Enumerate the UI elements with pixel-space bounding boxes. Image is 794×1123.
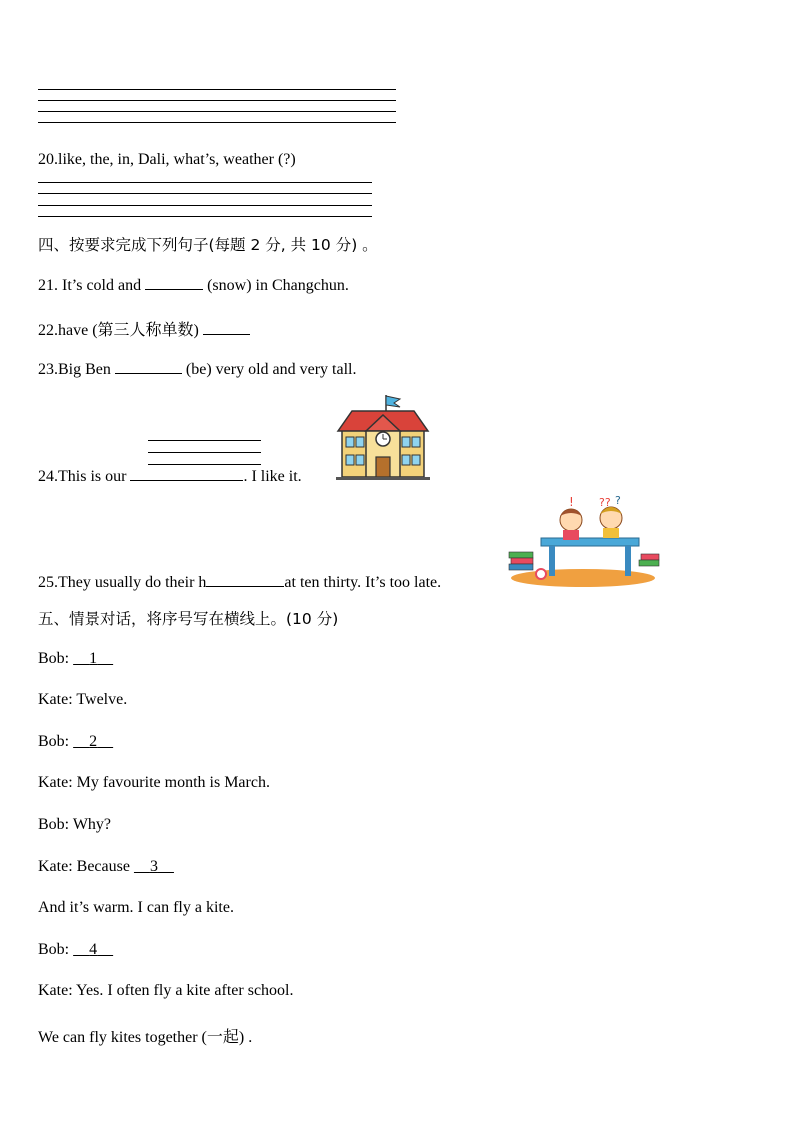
section-5-heading: 五、情景对话，将序号写在横线上。(10 分) (38, 610, 339, 628)
answer-line[interactable] (38, 205, 372, 206)
blank-number: 3 (149, 858, 158, 875)
section-4-heading: 四、按要求完成下列句子(每题 2 分, 共 10 分) 。 (38, 236, 378, 254)
dialogue-line: And it’s warm. I can fly a kite. (38, 899, 234, 916)
answer-blank[interactable] (115, 359, 182, 374)
answer-line[interactable] (38, 100, 396, 101)
homework-picture (505, 494, 660, 588)
svg-text:!: ! (569, 495, 574, 509)
question-23 (38, 359, 357, 379)
question-23-text: 23.Big Ben (38, 361, 115, 378)
dialogue-line: Kate: Yes. I often fly a kite after school. (38, 982, 294, 999)
answer-line[interactable] (148, 452, 261, 453)
answer-line[interactable] (38, 111, 396, 112)
question-20: 20.like, the, in, Dali, what’s, weather (?) (38, 151, 296, 168)
svg-text:??: ?? (599, 496, 611, 509)
dialogue-line (38, 858, 174, 876)
dialogue-line: We can fly kites together (一起) . (38, 1029, 253, 1046)
dialogue-line (38, 733, 113, 751)
answer-line[interactable] (38, 122, 396, 123)
answer-line[interactable] (148, 464, 261, 465)
answer-blank[interactable] (73, 733, 113, 750)
question-25-text: 25.They usually do their h (38, 574, 207, 591)
blank-number: 2 (89, 733, 98, 750)
question-25 (38, 572, 441, 592)
answer-line[interactable] (148, 440, 261, 441)
dialogue-line: Bob: Why? (38, 816, 112, 833)
question-25-text-after: at ten thirty. It’s too late. (284, 574, 442, 591)
answer-blank[interactable] (130, 466, 243, 481)
blank-number: 1 (89, 650, 98, 667)
dialogue-line: Kate: My favourite month is March. (38, 774, 270, 791)
question-21 (38, 275, 349, 295)
answer-line[interactable] (38, 216, 372, 217)
school-picture (336, 393, 430, 481)
dialogue-line (38, 650, 113, 668)
answer-blank[interactable] (73, 941, 113, 958)
dialogue-line: Kate: Twelve. (38, 691, 128, 708)
dialogue-speaker: Kate: Because (38, 858, 134, 875)
answer-blank[interactable] (145, 275, 203, 290)
svg-text:?: ? (615, 494, 621, 507)
answer-line[interactable] (38, 89, 396, 90)
question-21-text-after: (snow) in Changchun. (203, 277, 349, 294)
answer-blank[interactable] (73, 650, 113, 667)
dialogue-speaker: Bob: (38, 941, 74, 958)
question-22-text: 22.have (第三人称单数) (38, 322, 203, 339)
blank-number: 4 (89, 941, 98, 958)
dialogue-speaker: Bob: (38, 733, 74, 750)
answer-blank[interactable] (206, 572, 284, 587)
question-24-text-after: . I like it. (243, 468, 302, 485)
dialogue-line (38, 941, 113, 959)
question-21-text: 21. It’s cold and (38, 277, 146, 294)
question-23-text-after: (be) very old and very tall. (181, 361, 357, 378)
question-24 (38, 466, 302, 486)
answer-line[interactable] (38, 182, 372, 183)
answer-blank[interactable] (134, 858, 174, 875)
question-22 (38, 317, 250, 340)
question-24-text: 24.This is our (38, 468, 131, 485)
answer-blank[interactable] (203, 320, 250, 335)
answer-line[interactable] (38, 193, 372, 194)
dialogue-speaker: Bob: (38, 650, 74, 667)
